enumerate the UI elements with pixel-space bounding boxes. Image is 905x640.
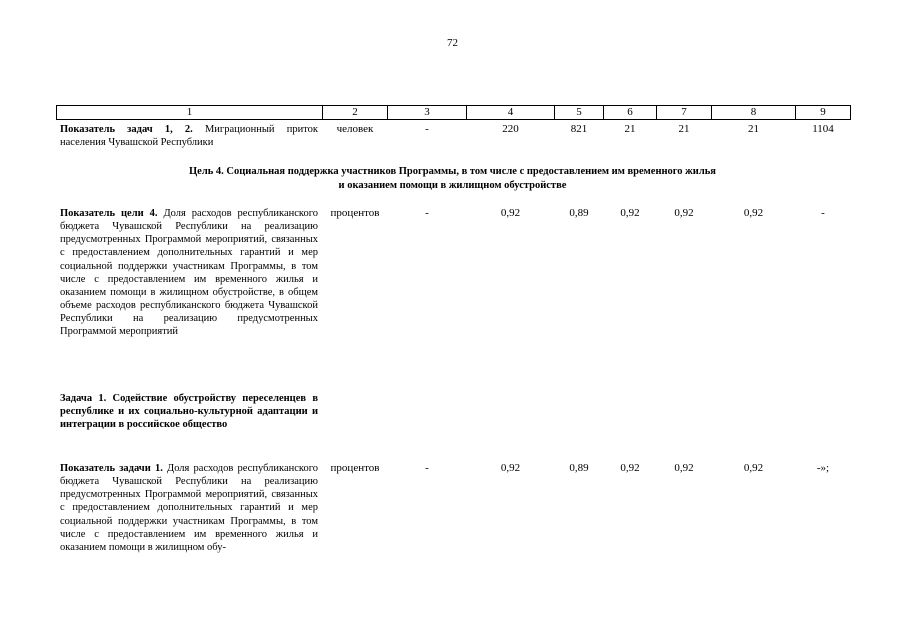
indicator-label: Показатель задачи 1. <box>60 463 163 474</box>
task-1-heading: Задача 1. Содействие обустройству переселенцев в республике и их социально-культурной адаптации и интеграции в российское общество <box>60 393 318 431</box>
value-cell: -»; <box>816 462 830 474</box>
value-cell: 821 <box>570 123 588 135</box>
value-cell: 0,92 <box>500 207 521 219</box>
column-header: 9 <box>820 106 826 118</box>
value-cell: 21 <box>748 123 759 135</box>
table-column-divider <box>850 105 851 120</box>
value-cell: 21 <box>624 123 636 135</box>
value-cell: - <box>425 462 429 474</box>
goal-4-heading <box>100 165 805 193</box>
value-cell: 220 <box>502 123 519 135</box>
column-header: 3 <box>424 106 430 118</box>
column-header: 4 <box>507 106 514 118</box>
indicator-text: Доля расходов республиканского бюджета Чувашской Республики на реализацию предусмотренных Программой мероприятий, связанных с предоставлением дополнительных гарантий и мер социальной поддержки участникам Программы, в том числе с предоставлением им временного жилья и оказанием помощи в жилищном обу- <box>60 463 319 553</box>
value-cell: 0,92 <box>743 207 764 219</box>
value-cell: 21 <box>678 123 690 135</box>
column-header: 5 <box>576 106 582 118</box>
value-cell: 0,89 <box>569 462 589 474</box>
unit-cell: процентов <box>330 462 380 474</box>
column-header: 2 <box>352 106 358 118</box>
column-header: 1 <box>186 106 193 118</box>
value-cell: 0,92 <box>674 207 694 219</box>
indicator-text: Доля расходов республиканского бюджета Чувашской Республики на реализацию предусмотренных Программой мероприятий, связанных с предоставлением дополнительных гарантий и мер социальной поддержки участникам Программы, в том числе с предоставлением им временного жилья и оказанием помощи в жилищном обустройстве, в общем объеме расходов республиканского бюджета Чувашской Республики на реализацию предусмотренных Программой мероприятий <box>60 208 319 338</box>
value-cell: 0,92 <box>500 462 521 474</box>
indicator-description <box>60 462 318 554</box>
value-cell: 0,89 <box>569 207 589 219</box>
goal-4-heading-line: Цель 4. Социальная поддержка участников Программы, в том числе с предоставлением им временного жилья <box>189 166 716 177</box>
value-cell: 0,92 <box>620 462 640 474</box>
goal-4-heading-line: и оказанием помощи в жилищном обустройстве <box>338 180 567 191</box>
value-cell: - <box>821 207 825 219</box>
value-cell: 1104 <box>812 123 834 135</box>
value-cell: 0,92 <box>743 462 764 474</box>
column-header: 8 <box>750 106 757 118</box>
indicator-description <box>60 123 318 149</box>
value-cell: - <box>425 123 429 135</box>
indicator-text: Миграционный приток населения Чувашской Республики <box>60 124 318 149</box>
value-cell: 0,92 <box>674 462 694 474</box>
unit-cell: человек <box>336 123 374 135</box>
column-header: 7 <box>681 106 687 118</box>
column-header: 6 <box>627 106 633 118</box>
value-cell: - <box>425 207 429 219</box>
indicator-label: Показатель задач 1, 2. <box>60 124 193 135</box>
table-header-bottom-border <box>56 119 851 120</box>
page-number: 72 <box>447 37 458 49</box>
unit-cell: процентов <box>330 207 380 219</box>
indicator-description <box>60 207 318 339</box>
value-cell: 0,92 <box>620 207 640 219</box>
indicator-label: Показатель цели 4. <box>60 208 158 219</box>
